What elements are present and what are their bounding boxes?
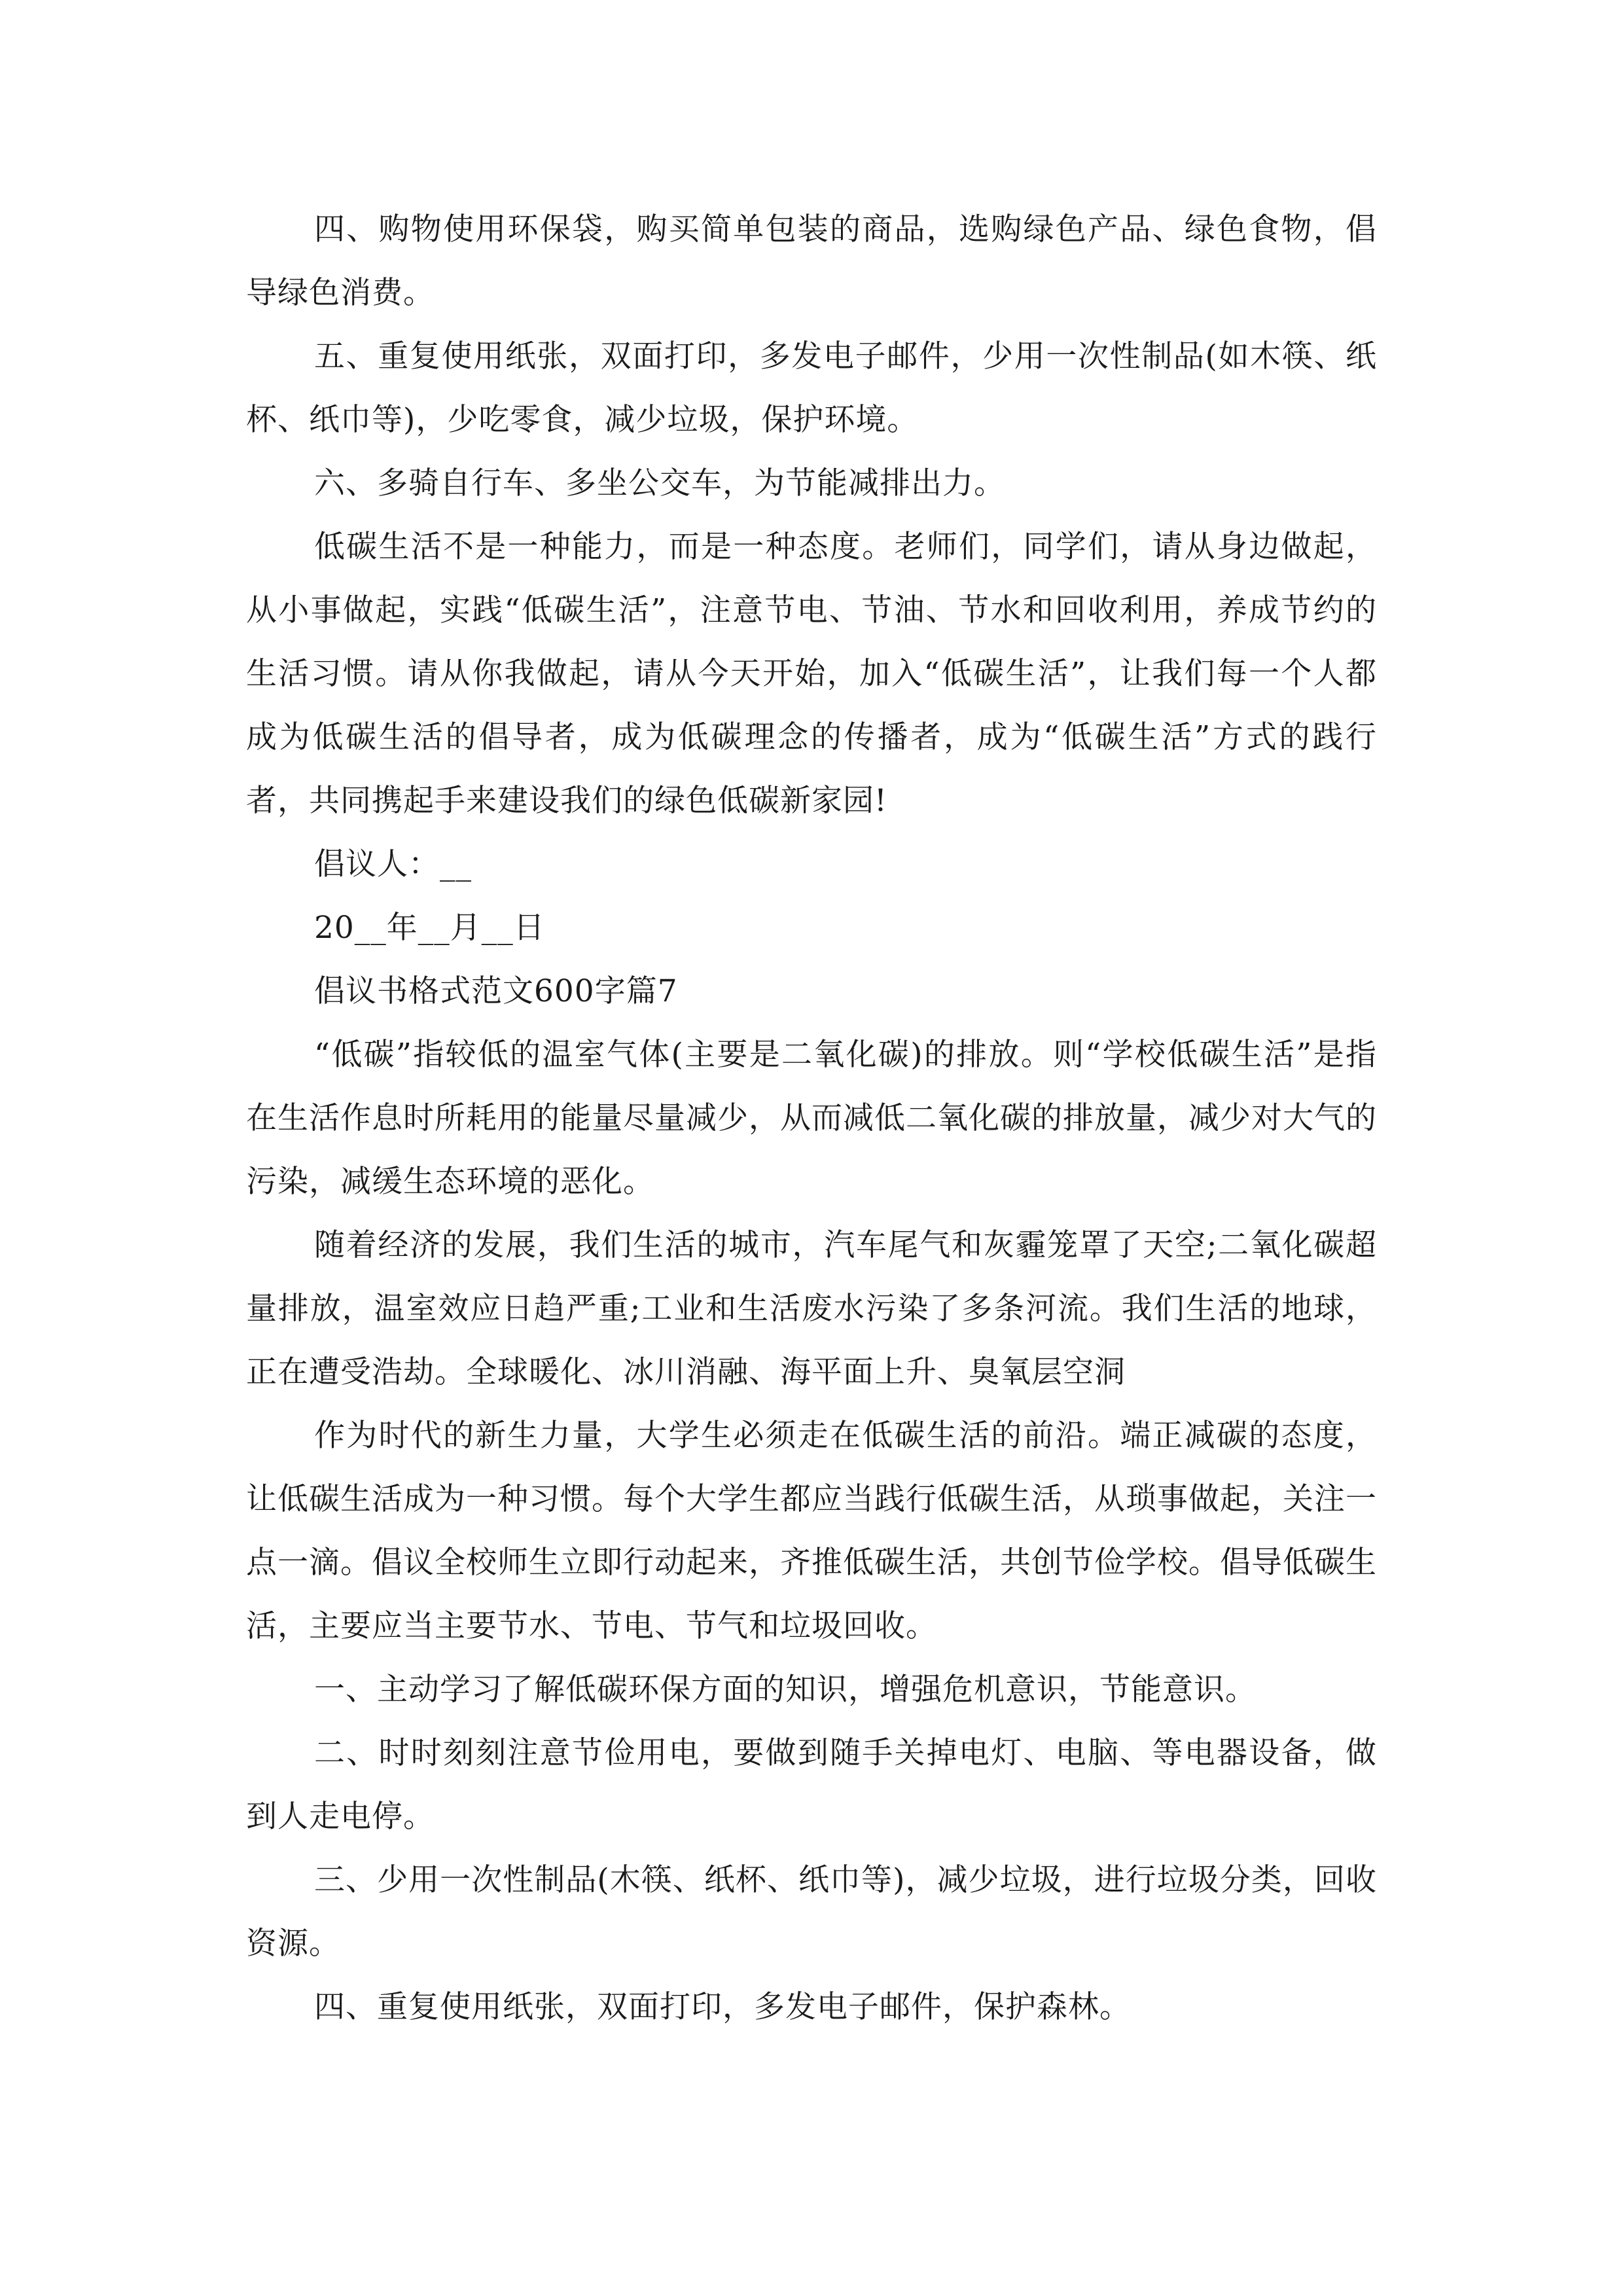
- paragraph-attitude: 低碳生活不是一种能力，而是一种态度。老师们，同学们，请从身边做起，从小事做起，实践“低碳生活”，注意节电、节油、节水和回收利用，养成节约的生活习惯。请从你我做起，请从今天开始，加入“低碳生活”，让我们每一个人都成为低碳生活的倡导者，成为低碳理念的传播者，成为“低碳生活”方式的践行者，共同携起手来建设我们的绿色低碳新家园!: [246, 529, 1377, 819]
- section-title: 倡议书格式范文600字篇7: [314, 973, 678, 1009]
- date-line: 20__年__月__日: [314, 910, 545, 946]
- paragraph-students: 作为时代的新生力量，大学生必须走在低碳生活的前沿。端正减碳的态度，让低碳生活成为一种习惯。每个大学生都应当践行低碳生活，从琐事做起，关注一点一滴。倡议全校师生立即行动起来，齐推低碳生活，共创节俭学校。倡导低碳生活，主要应当主要节水、节电、节气和垃圾回收。: [246, 1418, 1377, 1644]
- paragraph-economy: 随着经济的发展，我们生活的城市，汽车尾气和灰霾笼罩了天空;二氧化碳超量排放，温室效应日趋严重;工业和生活废水污染了多条河流。我们生活的地球，正在遭受浩劫。全球暖化、冰川消融、海平面上升、臭氧层空洞: [246, 1227, 1377, 1390]
- paragraph-low-carbon-definition: “低碳”指较低的温室气体(主要是二氧化碳)的排放。则“学校低碳生活”是指在生活作息时所耗用的能量尽量减少，从而减低二氧化碳的排放量，减少对大气的污染，减缓生态环境的恶化。: [246, 1037, 1377, 1200]
- paragraph-item-2: 二、时时刻刻注意节俭用电，要做到随手关掉电灯、电脑、等电器设备，做到人走电停。: [246, 1735, 1377, 1835]
- signature-line: 倡议人：__: [314, 846, 472, 882]
- paragraph-item-4: 四、重复使用纸张，双面打印，多发电子邮件，保护森林。: [314, 1989, 1131, 2025]
- paragraph-reuse-paper: 五、重复使用纸张，双面打印，多发电子邮件，少用一次性制品(如木筷、纸杯、纸巾等)，少吃零食，减少垃圾，保护环境。: [246, 338, 1377, 438]
- paragraph-item-3: 三、少用一次性制品(木筷、纸杯、纸巾等)，减少垃圾，进行垃圾分类，回收资源。: [246, 1862, 1377, 1962]
- document-body: [246, 198, 1377, 2039]
- paragraph-shopping: 四、购物使用环保袋，购买简单包装的商品，选购绿色产品、绿色食物，倡导绿色消费。: [246, 211, 1377, 311]
- paragraph-item-1: 一、主动学习了解低碳环保方面的知识，增强危机意识，节能意识。: [314, 1672, 1257, 1708]
- paragraph-bicycle: 六、多骑自行车、多坐公交车，为节能减排出力。: [314, 465, 1005, 501]
